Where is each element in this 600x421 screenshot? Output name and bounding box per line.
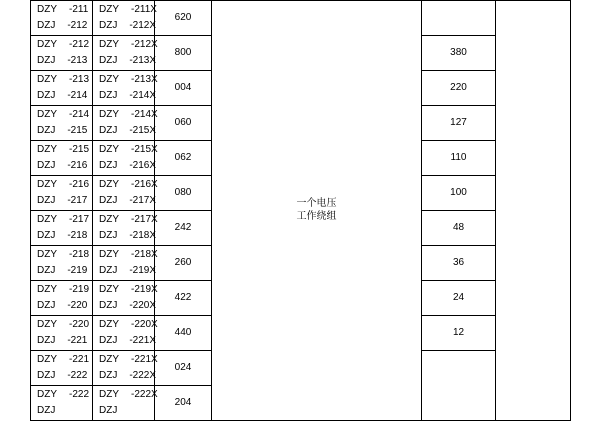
code-top-text: DZY (99, 389, 119, 400)
code-bottom-suffix: -219X (129, 265, 157, 276)
code-top-suffix: -219X (131, 284, 158, 295)
winding-line-1: 一个电压 (296, 198, 337, 209)
voltage-cell: 24 (422, 281, 496, 316)
table-body (31, 1, 571, 421)
model-bottom-line (31, 228, 92, 244)
code-bottom-line (93, 403, 154, 419)
model-cell (31, 316, 93, 351)
voltage-cell: 380 (422, 36, 496, 71)
code-bottom-text: DZJ (99, 335, 118, 346)
model-bottom-text: DZJ (37, 55, 56, 66)
model-top-suffix: -215 (69, 144, 90, 155)
voltage-cell: 110 (422, 141, 496, 176)
model-top-line (31, 247, 92, 263)
code-bottom-suffix: -213X (129, 55, 157, 66)
model-bottom-suffix: -222 (67, 370, 88, 381)
model-bottom-line (31, 298, 92, 314)
model-top-suffix: -211 (69, 4, 89, 15)
number-cell: 062 (155, 141, 212, 176)
code-bottom-text: DZJ (99, 370, 118, 381)
model-top-text: DZY (37, 4, 57, 15)
model-bottom-line (31, 403, 92, 419)
code-bottom-suffix: -214X (129, 90, 157, 101)
model-bottom-text: DZJ (37, 125, 56, 136)
winding-line-2: 工作绕组 (296, 210, 337, 222)
model-bottom-text: DZJ (37, 195, 56, 206)
code-cell (93, 106, 158, 141)
number-cell: 422 (155, 281, 212, 316)
model-bottom-text: DZJ (37, 370, 56, 381)
model-bottom-line (31, 53, 92, 69)
model-bottom-text: DZJ (37, 230, 56, 241)
code-top-text: DZY (99, 144, 119, 155)
number-cell: 242 (155, 211, 212, 246)
code-bottom-text: DZJ (99, 90, 118, 101)
code-bottom-line (93, 298, 157, 314)
code-top-line (93, 387, 158, 403)
model-top-suffix: -217 (69, 214, 90, 225)
model-top-suffix: -218 (69, 249, 90, 260)
model-top-line (31, 352, 92, 368)
code-top-text: DZY (99, 354, 119, 365)
model-top-line (31, 37, 92, 53)
voltage-cell: 220 (422, 71, 496, 106)
code-top-suffix: -214X (131, 109, 158, 120)
code-top-suffix: -221X (131, 354, 158, 365)
model-bottom-text: DZJ (37, 90, 56, 101)
code-top-suffix: -222X (131, 389, 158, 400)
code-cell (93, 71, 158, 106)
voltage-cell: 127 (422, 106, 496, 141)
code-top-suffix: -211X (131, 4, 157, 15)
code-bottom-text: DZJ (99, 20, 118, 31)
code-bottom-line (93, 123, 157, 139)
specification-table (30, 0, 571, 421)
model-bottom-text: DZJ (37, 335, 56, 346)
code-bottom-line (93, 193, 157, 209)
code-top-text: DZY (99, 74, 119, 85)
model-top-text: DZY (37, 144, 57, 155)
model-bottom-text: DZJ (37, 160, 56, 171)
voltage-cell: 12 (422, 316, 496, 351)
number-cell: 620 (155, 1, 212, 36)
code-top-suffix: -215X (131, 144, 158, 155)
model-bottom-suffix: -219 (67, 265, 88, 276)
model-cell (31, 71, 93, 106)
code-bottom-suffix: -212X (129, 20, 157, 31)
code-top-line (93, 177, 158, 193)
table-row (31, 1, 571, 36)
code-top-text: DZY (99, 249, 119, 260)
model-top-line (31, 142, 92, 158)
code-top-line (93, 72, 158, 88)
code-bottom-text: DZJ (99, 55, 118, 66)
code-cell (93, 246, 158, 281)
code-top-suffix: -212X (131, 39, 158, 50)
model-top-suffix: -216 (69, 179, 90, 190)
model-cell (31, 176, 93, 211)
model-top-line (31, 282, 92, 298)
model-bottom-line (31, 333, 92, 349)
last-column-cell (496, 1, 571, 421)
code-cell (93, 36, 158, 71)
code-bottom-text: DZJ (99, 160, 118, 171)
code-bottom-text: DZJ (99, 265, 118, 276)
model-top-suffix: -221 (69, 354, 90, 365)
voltage-cell-last (422, 351, 496, 421)
model-bottom-line (31, 193, 92, 209)
code-top-line (93, 212, 158, 228)
model-bottom-text: DZJ (37, 265, 56, 276)
model-bottom-line (31, 18, 92, 34)
code-cell (93, 351, 158, 386)
model-bottom-line (31, 88, 92, 104)
code-bottom-suffix: -217X (129, 195, 157, 206)
code-top-line (93, 247, 158, 263)
model-bottom-line (31, 158, 92, 174)
model-top-suffix: -220 (69, 319, 90, 330)
code-bottom-suffix: -218X (129, 230, 157, 241)
code-top-suffix: -217X (131, 214, 158, 225)
model-top-line (31, 387, 92, 403)
number-cell: 060 (155, 106, 212, 141)
model-top-text: DZY (37, 284, 57, 295)
number-cell: 004 (155, 71, 212, 106)
number-cell: 024 (155, 351, 212, 386)
model-bottom-suffix: -221 (67, 335, 88, 346)
code-bottom-line (93, 88, 157, 104)
model-cell (31, 281, 93, 316)
number-cell: 440 (155, 316, 212, 351)
model-bottom-text: DZJ (37, 405, 56, 416)
code-top-line (93, 107, 158, 123)
model-top-suffix: -214 (69, 109, 90, 120)
code-top-text: DZY (99, 109, 119, 120)
model-top-text: DZY (37, 249, 57, 260)
model-top-text: DZY (37, 39, 57, 50)
code-bottom-line (93, 368, 157, 384)
model-bottom-line (31, 263, 92, 279)
model-top-line (31, 107, 92, 123)
model-top-text: DZY (37, 319, 57, 330)
code-bottom-text: DZJ (99, 230, 118, 241)
code-top-text: DZY (99, 179, 119, 190)
code-top-suffix: -213X (131, 74, 158, 85)
code-bottom-suffix: -216X (129, 160, 157, 171)
model-top-line (31, 72, 92, 88)
code-bottom-line (93, 228, 157, 244)
model-top-text: DZY (37, 389, 57, 400)
model-bottom-suffix: -218 (67, 230, 88, 241)
model-top-text: DZY (37, 74, 57, 85)
code-top-text: DZY (99, 39, 119, 50)
model-bottom-suffix: -217 (67, 195, 88, 206)
code-top-text: DZY (99, 4, 119, 15)
code-bottom-line (93, 333, 157, 349)
model-cell (31, 386, 93, 421)
voltage-cell: 36 (422, 246, 496, 281)
model-bottom-text: DZJ (37, 300, 56, 311)
code-top-line (93, 142, 158, 158)
code-bottom-line (93, 53, 157, 69)
model-top-line (31, 2, 92, 18)
code-top-suffix: -218X (131, 249, 158, 260)
model-top-text: DZY (37, 354, 57, 365)
model-top-text: DZY (37, 214, 57, 225)
code-cell (93, 141, 158, 176)
model-bottom-line (31, 368, 92, 384)
model-top-suffix: -213 (69, 74, 90, 85)
model-top-text: DZY (37, 109, 57, 120)
model-cell (31, 141, 93, 176)
model-top-line (31, 212, 92, 228)
code-cell (93, 386, 158, 421)
code-top-text: DZY (99, 319, 119, 330)
code-bottom-suffix: -221X (129, 335, 157, 346)
code-top-line (93, 282, 158, 298)
model-cell (31, 351, 93, 386)
model-cell (31, 36, 93, 71)
code-top-line (93, 2, 157, 18)
code-bottom-text: DZJ (99, 195, 118, 206)
code-cell (93, 316, 158, 351)
code-cell (93, 176, 158, 211)
model-bottom-suffix: -216 (67, 160, 88, 171)
code-bottom-text: DZJ (99, 125, 118, 136)
code-top-line (93, 317, 158, 333)
code-top-text: DZY (99, 214, 119, 225)
code-top-suffix: -220X (131, 319, 158, 330)
code-bottom-suffix: -220X (129, 300, 157, 311)
model-bottom-suffix: -213 (67, 55, 88, 66)
model-bottom-suffix: -214 (67, 90, 88, 101)
model-top-text: DZY (37, 179, 57, 190)
model-cell (31, 246, 93, 281)
code-top-suffix: -216X (131, 179, 158, 190)
code-cell (93, 1, 155, 36)
model-cell (31, 211, 93, 246)
model-cell (31, 1, 93, 36)
code-cell (93, 211, 158, 246)
number-cell: 080 (155, 176, 212, 211)
code-cell (93, 281, 158, 316)
code-bottom-line (93, 158, 157, 174)
number-cell: 204 (155, 386, 212, 421)
code-top-text: DZY (99, 284, 119, 295)
code-bottom-text: DZJ (99, 300, 118, 311)
voltage-cell: 48 (422, 211, 496, 246)
code-bottom-line (93, 263, 157, 279)
number-cell: 260 (155, 246, 212, 281)
code-bottom-suffix: -222X (129, 370, 157, 381)
number-cell: 800 (155, 36, 212, 71)
model-top-suffix: -219 (69, 284, 90, 295)
model-top-suffix: -212 (69, 39, 90, 50)
code-bottom-text: DZJ (99, 405, 118, 416)
code-bottom-line (93, 18, 157, 34)
code-bottom-suffix: -215X (129, 125, 157, 136)
model-top-suffix: -222 (69, 389, 90, 400)
model-top-line (31, 317, 92, 333)
winding-cell (212, 1, 422, 421)
code-top-line (93, 37, 158, 53)
model-bottom-suffix: -220 (67, 300, 88, 311)
model-bottom-text: DZJ (37, 20, 56, 31)
model-bottom-suffix: -212 (67, 20, 88, 31)
model-cell (31, 106, 93, 141)
voltage-cell: 100 (422, 176, 496, 211)
code-top-line (93, 352, 158, 368)
model-top-line (31, 177, 92, 193)
model-bottom-line (31, 123, 92, 139)
model-bottom-suffix: -215 (67, 125, 88, 136)
voltage-cell-blank (422, 1, 496, 36)
